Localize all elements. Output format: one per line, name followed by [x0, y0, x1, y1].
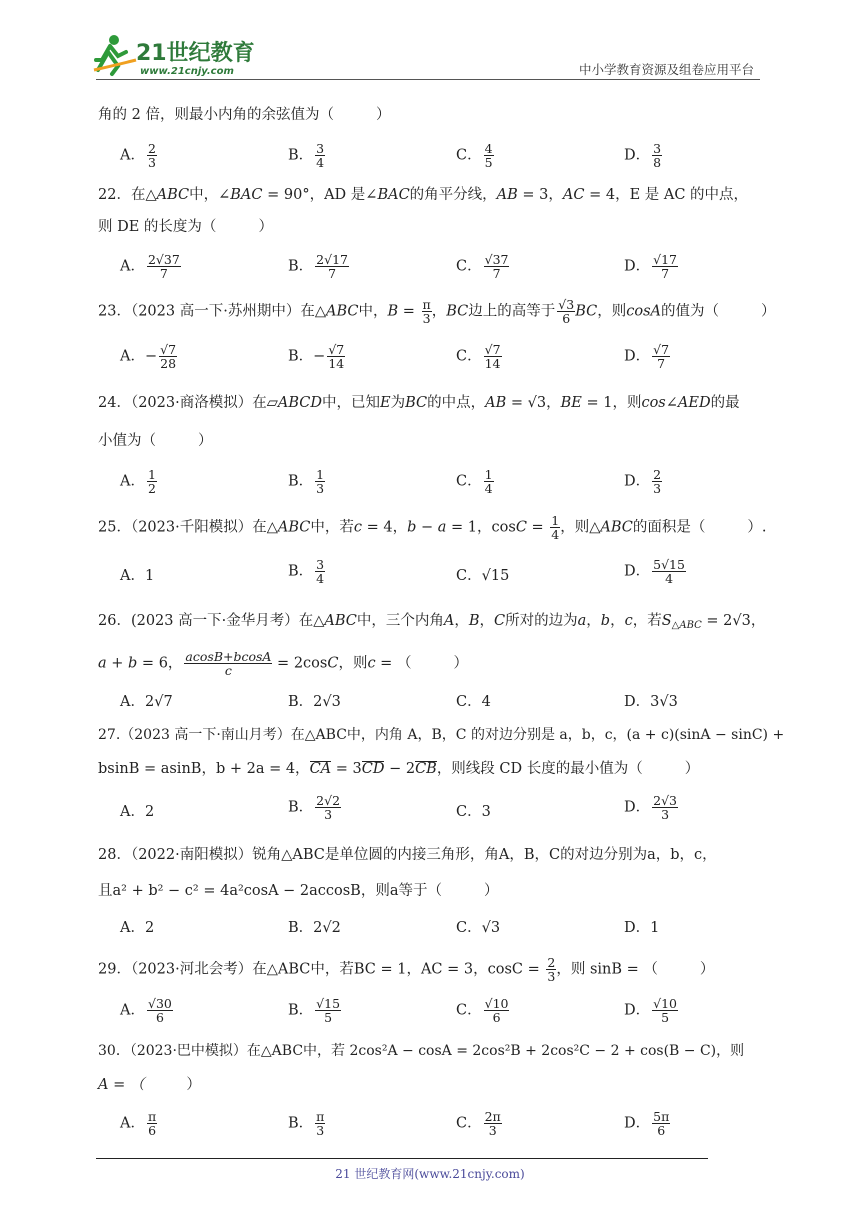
option-a[interactable]: A．− $\frac{√7}{28}$	[120, 342, 177, 371]
q24-stem-line1: 24．（2023·商洛模拟）在▱ABCD中，已知E为BC的中点，AB = √3，BE = 1，则cos∠AED的最	[98, 395, 740, 411]
footer-link[interactable]: 21 世纪教育网(www.21cnjy.com)	[335, 1167, 525, 1181]
option-d[interactable]: D． $\frac{√17}{7}$	[624, 252, 678, 281]
q21-stem: 角的 2 倍，则最小内角的余弦值为（ ）	[98, 107, 391, 123]
q22-stem-line2: 则 DE 的长度为（ ）	[98, 219, 273, 235]
option-b[interactable]: B． $\frac{1}{3}$	[288, 467, 325, 496]
option-a[interactable]: A． $\frac{√30}{6}$	[120, 996, 172, 1025]
option-a[interactable]: A． $\frac{1}{2}$	[120, 467, 156, 496]
option-b[interactable]: B． $\frac{3}{4}$	[288, 557, 325, 586]
option-b[interactable]: B． $\frac{2√2}{3}$	[288, 793, 341, 822]
q26-stem-line2: a + b = 6， $\frac{acosB+bcosA}{c}$ = 2cosC，则c = （ ）	[98, 649, 468, 678]
option-a[interactable]: A． $\frac{2√37}{7}$	[120, 252, 180, 281]
q26-stem-line1: 26．(2023 高一下·金华月考）在△ABC中，三个内角A，B，C所对的边为a，b，c，若$S_{\triangle ABC} = 2√3$，	[98, 613, 766, 631]
option-c[interactable]: C．√15	[456, 568, 510, 584]
option-b[interactable]: B．2√2	[288, 920, 341, 936]
runner-logo-icon	[92, 30, 262, 80]
logo	[92, 30, 262, 80]
option-c[interactable]: C． $\frac{2\pi}{3}$	[456, 1109, 501, 1138]
option-d[interactable]: D． $\frac{2}{3}$	[624, 467, 662, 496]
option-c[interactable]: C． $\frac{√7}{14}$	[456, 342, 501, 371]
option-b[interactable]: B．− $\frac{√7}{14}$	[288, 342, 345, 371]
q27-stem-line1: 27.（2023 高一下·南山月考）在△ABC中，内角 A，B，C 的对边分别是 a，b，c，(a + c)(sinA − sinC) +	[98, 727, 785, 743]
option-a[interactable]: A．2	[120, 804, 155, 820]
option-b[interactable]: B． $\frac{\pi}{3}$	[288, 1109, 325, 1138]
option-d[interactable]: D． $\frac{3}{8}$	[624, 141, 662, 170]
option-c[interactable]: C． $\frac{√10}{6}$	[456, 996, 509, 1025]
option-d[interactable]: D．3√3	[624, 694, 678, 710]
option-b[interactable]: B． $\frac{2√17}{7}$	[288, 252, 348, 281]
q28-stem-line1: 28．（2022·南阳模拟）锐角△ABC是单位圆的内接三角形，角A，B，C的对边分别为a，b，c，	[98, 847, 717, 863]
svg-text:21世纪教育: 21世纪教育	[136, 41, 255, 66]
q27-stem-line2: bsinB = asinB，b + 2a = 4，CA = 3CD − 2CB，则线段 CD 长度的最小值为（ ）	[98, 761, 700, 777]
q30-stem-line1: 30．（2023·巴中模拟）在△ABC中，若 2cos²A − cosA = 2cos²B + 2cos²C − 2 + cos(B − C)，则	[98, 1043, 745, 1059]
footer-divider	[96, 1158, 708, 1159]
q22-stem-line1: 22．在△ABC中，∠BAC = 90°，AD 是∠BAC的角平分线，AB = 3，AC = 4，E 是 AC 的中点，	[98, 187, 749, 203]
option-a[interactable]: A． $\frac{\pi}{6}$	[120, 1109, 157, 1138]
option-a[interactable]: A．2	[120, 920, 155, 936]
option-d[interactable]: D． $\frac{√10}{5}$	[624, 996, 678, 1025]
option-c[interactable]: C． $\frac{√37}{7}$	[456, 252, 509, 281]
q30-stem-line2: A = （ ）	[98, 1077, 201, 1093]
option-a[interactable]: A．1	[120, 568, 155, 584]
option-b[interactable]: B． $\frac{3}{4}$	[288, 141, 325, 170]
option-c[interactable]: C．3	[456, 804, 491, 820]
option-b[interactable]: B．2√3	[288, 694, 341, 710]
platform-name: 中小学教育资源及组卷应用平台	[578, 62, 754, 77]
q23-stem: 23．（2023 高一下·苏州期中）在△ABC中，B = $\frac{\pi}{3}$ ，BC边上的高等于 $\frac{√3}{6}$ BC，则cosA的值为（ ）	[98, 297, 776, 326]
q25-stem: 25．（2023·千阳模拟）在△ABC中，若c = 4，b − a = 1，cosC = $\frac{1}{4}$ ，则△ABC的面积是（ ）.	[98, 513, 767, 542]
option-d[interactable]: D． $\frac{5\pi}{6}$	[624, 1109, 670, 1138]
option-c[interactable]: C． $\frac{4}{5}$	[456, 141, 493, 170]
header-divider	[96, 79, 760, 80]
option-b[interactable]: B． $\frac{√15}{5}$	[288, 996, 341, 1025]
q24-stem-line2: 小值为（ ）	[98, 433, 213, 449]
option-d[interactable]: D． $\frac{√7}{7}$	[624, 342, 670, 371]
option-c[interactable]: C．√3	[456, 920, 501, 936]
option-d[interactable]: D．1	[624, 920, 660, 936]
q28-stem-line2: 且a² + b² − c² = 4a²cosA − 2accosB，则a等于（ ）	[98, 883, 499, 899]
option-d[interactable]: D． $\frac{2√3}{3}$	[624, 793, 678, 822]
option-a[interactable]: A． $\frac{2}{3}$	[120, 141, 156, 170]
option-a[interactable]: A．2√7	[120, 694, 173, 710]
option-c[interactable]: C．4	[456, 694, 491, 710]
option-d[interactable]: D． $\frac{5√15}{4}$	[624, 557, 685, 586]
option-c[interactable]: C． $\frac{1}{4}$	[456, 467, 493, 496]
q29-stem: 29．（2023·河北会考）在△ABC中，若BC = 1，AC = 3，cosC = $\frac{2}{3}$ ，则 sinB = （ ）	[98, 955, 715, 984]
svg-text:www.21cnjy.com: www.21cnjy.com	[140, 66, 234, 77]
